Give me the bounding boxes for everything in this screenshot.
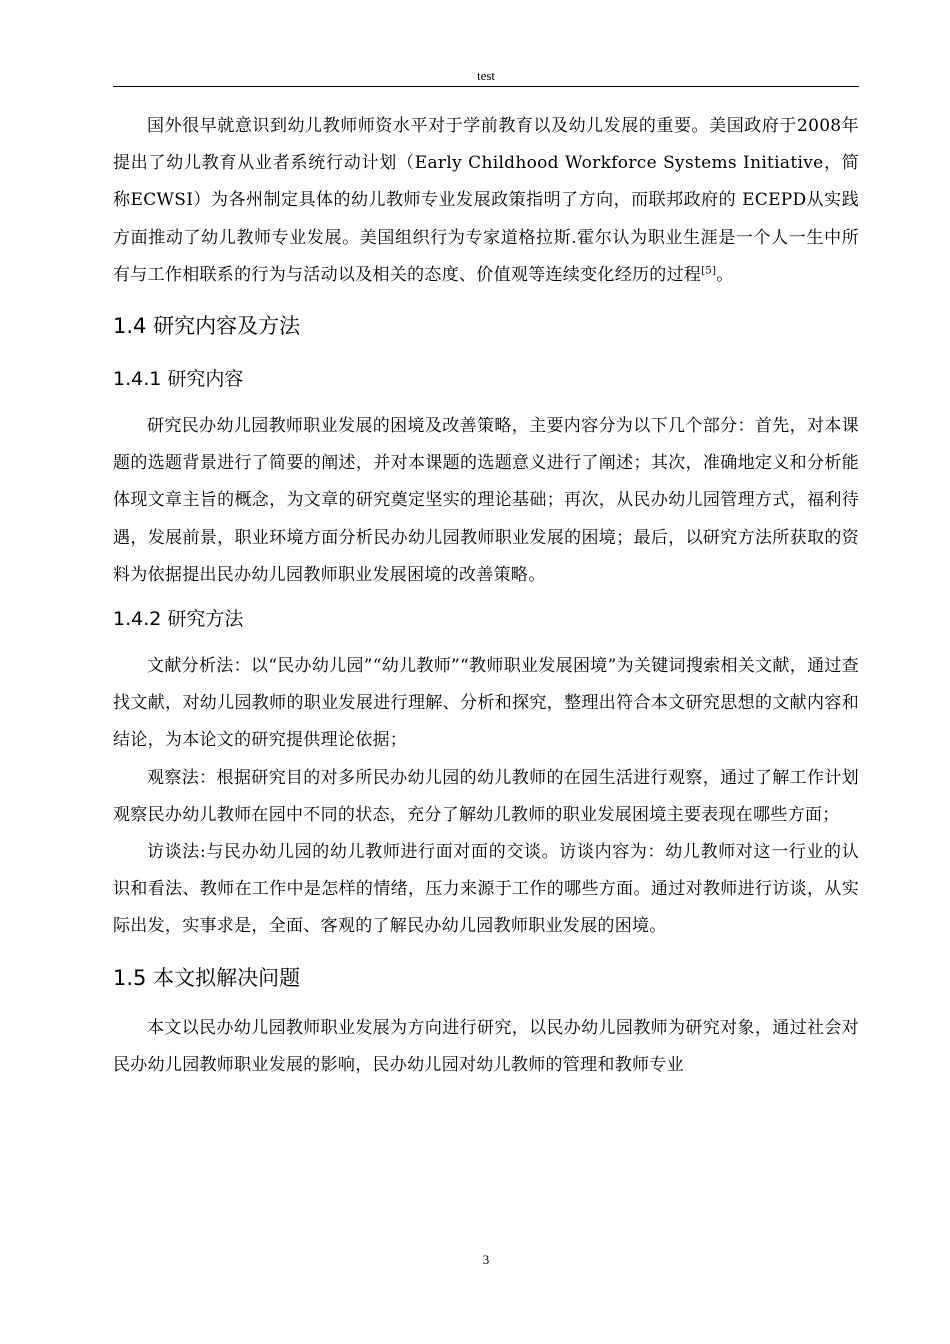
section-heading-1-5: 1.5 本文拟解决问题 — [113, 965, 301, 990]
observation-method-paragraph: 观察法：根据研究目的对多所民办幼儿园的幼儿教师的在园生活进行观察，通过了解工作计划观察民办幼儿教师在园中不同的状态，充分了解幼儿教师的职业发展困境主要表现在哪些方面； — [113, 767, 859, 825]
page-header: test — [476, 68, 496, 83]
page-number: 3 — [482, 1252, 490, 1267]
section-heading-1-4-2: 1.4.2 研究方法 — [113, 608, 244, 631]
header-rule — [113, 86, 859, 87]
intro-paragraph-tail: 。 — [716, 264, 734, 285]
research-content-paragraph: 研究民办幼儿园教师职业发展的困境及改善策略，主要内容分为以下几个部分：首先，对本课题的选题背景进行了简要的阐述，并对本课题的选题意义进行了阐述；其次，准确地定义和分析能体现文章主旨的概念，为文章的研究奠定坚实的理论基础；再次，从民办幼儿园管理方式，福利待遇，发展前景，职业环境方面分析民办幼儿园教师职业发展的困境；最后，以研究方法所获取的资料为依据提出民办幼儿园教师职业发展困境的改善策略。 — [113, 416, 859, 585]
citation-ref[interactable]: [5] — [701, 265, 717, 277]
interview-method-paragraph: 访谈法:与民办幼儿园的幼儿教师进行面对面的交谈。访谈内容为：幼儿教师对这一行业的认识和看法、教师在工作中是怎样的情绪，压力来源于工作的哪些方面。通过对教师进行访谈，从实际出发，实事求是，全面、客观的了解民办幼儿园教师职业发展的困境。 — [113, 842, 859, 937]
section-heading-1-4-1: 1.4.1 研究内容 — [113, 368, 244, 391]
intro-paragraph-text: 国外很早就意识到幼儿教师师资水平对于学前教育以及幼儿发展的重要。美国政府于2008年提出了幼儿教育从业者系统行动计划（Early Childhood Workforce Systems Initiative，简称ECWSI）为各州制定具体的幼儿教师专业发展政策指明了方向，而联邦政府的 ECEPD从实践方面推动了幼儿教师专业发展。美国组织行为专家道格拉斯.霍尔认为职业生涯是一个人一生中所有与工作相联系的行为与活动以及相关的态度、价值观等连续变化经历的过程 — [113, 116, 859, 285]
literature-method-paragraph: 文献分析法：以“民办幼儿园”“幼儿教师”“教师职业发展困境”为关键词搜索相关文献，通过查找文献，对幼儿园教师的职业发展进行理解、分析和探究，整理出符合本文研究思想的文献内容和结论，为本论文的研究提供理论依据； — [113, 656, 859, 751]
section-heading-1-4: 1.4 研究内容及方法 — [113, 314, 301, 339]
intro-paragraph — [113, 108, 859, 294]
problem-statement-paragraph: 本文以民办幼儿园教师职业发展为方向进行研究，以民办幼儿园教师为研究对象，通过社会对民办幼儿园教师职业发展的影响，民办幼儿园对幼儿教师的管理和教师专业 — [113, 1017, 859, 1075]
page-content — [113, 108, 859, 1084]
